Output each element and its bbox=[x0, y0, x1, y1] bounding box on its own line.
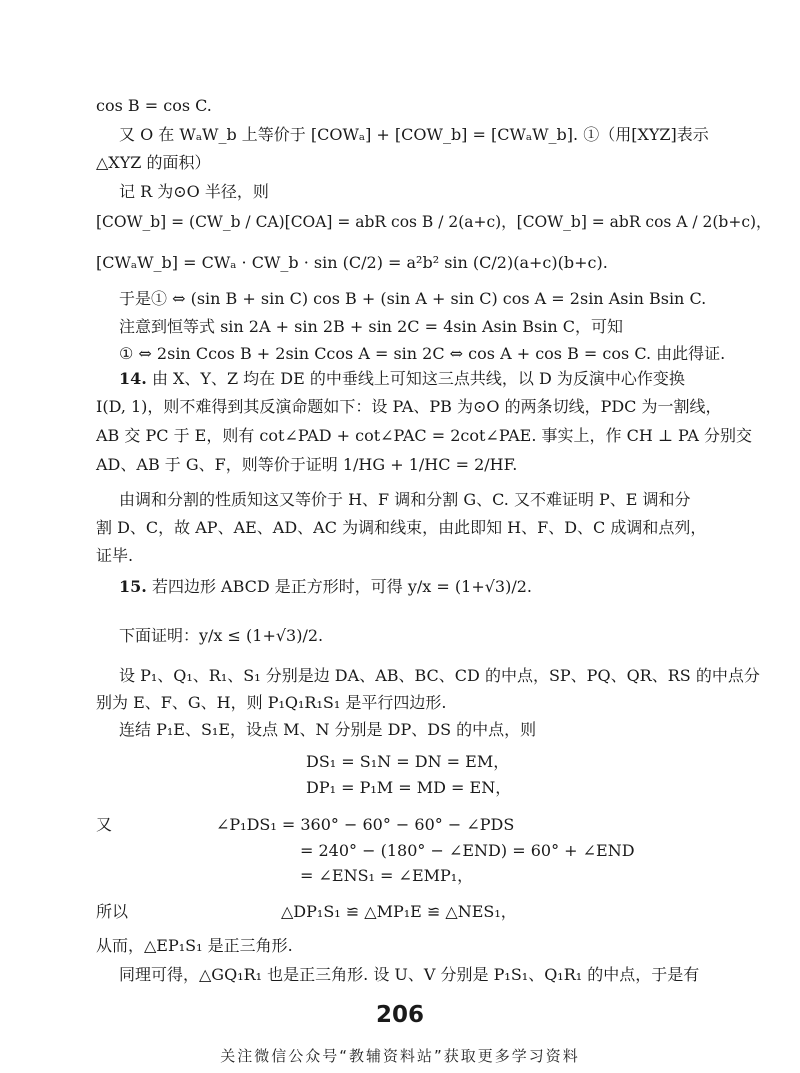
text-line: 从而，△EP₁S₁ 是正三角形. bbox=[96, 936, 293, 955]
text-line: 设 P₁、Q₁、R₁、S₁ 分别是边 DA、AB、BC、CD 的中点，SP、PQ、QR、RS 的中点分 bbox=[119, 666, 760, 685]
equation-line: = 240° − (180° − ∠END) = 60° + ∠END bbox=[300, 841, 635, 860]
text-line: AD、AB 于 G、F，则等价于证明 1/HG + 1/HC = 2/HF. bbox=[96, 455, 518, 474]
text-line: cos B = cos C. bbox=[96, 96, 212, 115]
equation-line: = ∠ENS₁ = ∠EMP₁， bbox=[300, 866, 474, 885]
footer-watermark: 关注微信公众号“教辅资料站”获取更多学习资料 bbox=[220, 1047, 580, 1065]
problem-14-line: 14. 由 X、Y、Z 均在 DE 的中垂线上可知这三点共线，以 D 为反演中心作变换 bbox=[119, 369, 685, 388]
text-line: 割 D、C，故 AP、AE、AD、AC 为调和线束，由此即知 H、F、D、C 成调和点列， bbox=[96, 518, 707, 537]
text-line: 由调和分割的性质知这又等价于 H、F 调和分割 G、C. 又不难证明 P、E 调和分 bbox=[119, 490, 691, 509]
text-line: △XYZ 的面积） bbox=[96, 153, 211, 172]
text-line: 记 R 为⊙O 半径，则 bbox=[119, 182, 269, 201]
problem-15-line: 15. 若四边形 ABCD 是正方形时，可得 y/x = (1+√3)/2. bbox=[119, 577, 533, 596]
equation-line: DP₁ = P₁M = MD = EN， bbox=[306, 778, 512, 797]
text-line: I(D, 1)，则不难得到其反演命题如下：设 PA、PB 为⊙O 的两条切线，PDC 为一割线， bbox=[96, 397, 722, 416]
text-line: ① ⇔ 2sin Ccos B + 2sin Ccos A = sin 2C ⇔ cos A + cos B = cos C. 由此得证. bbox=[119, 344, 726, 363]
text-line: 证毕. bbox=[96, 546, 134, 565]
equation-line: ∠P₁DS₁ = 360° − 60° − 60° − ∠PDS bbox=[216, 815, 515, 834]
equation-line: DS₁ = S₁N = DN = EM， bbox=[306, 752, 510, 771]
text-line: AB 交 PC 于 E，则有 cot∠PAD + cot∠PAC = 2cot∠PAE. 事实上，作 CH ⊥ PA 分别交 bbox=[96, 426, 752, 445]
equation-line: △DP₁S₁ ≌ △MP₁E ≌ △NES₁， bbox=[281, 902, 517, 921]
text-line: 于是① ⇔ (sin B + sin C) cos B + (sin A + sin C) cos A = 2sin Asin Bsin C. bbox=[119, 289, 707, 308]
page-number: 206 bbox=[375, 1002, 424, 1028]
text-line: 又 O 在 WₐW_b 上等价于 [COWₐ] + [COW_b] = [CWₐW_b]. ①（用[XYZ]表示 bbox=[119, 125, 709, 144]
formula-line: [CWₐW_b] = CWₐ · CW_b · sin (C/2) = a²b² sin (C/2)(a+c)(b+c). bbox=[96, 253, 608, 272]
formula-line: [COW_b] = (CW_b / CA)[COA] = abR cos B / 2(a+c)，[COW_b] = abR cos A / 2(b+c)， bbox=[96, 212, 772, 231]
text-line: 连结 P₁E、S₁E，设点 M、N 分别是 DP、DS 的中点，则 bbox=[119, 720, 537, 739]
problem-number: 15. bbox=[119, 577, 147, 596]
problem-number: 14. bbox=[119, 369, 147, 388]
text-line: 别为 E、F、G、H，则 P₁Q₁R₁S₁ 是平行四边形. bbox=[96, 693, 447, 712]
label-suoyi: 所以 bbox=[96, 902, 129, 921]
text-line: 注意到恒等式 sin 2A + sin 2B + sin 2C = 4sin Asin Bsin C，可知 bbox=[119, 317, 623, 336]
text-line: 下面证明：y/x ≤ (1+√3)/2. bbox=[119, 626, 324, 645]
text-line: 同理可得，△GQ₁R₁ 也是正三角形. 设 U、V 分别是 P₁S₁、Q₁R₁ 的中点，于是有 bbox=[119, 965, 700, 984]
label-you: 又 bbox=[96, 815, 113, 834]
